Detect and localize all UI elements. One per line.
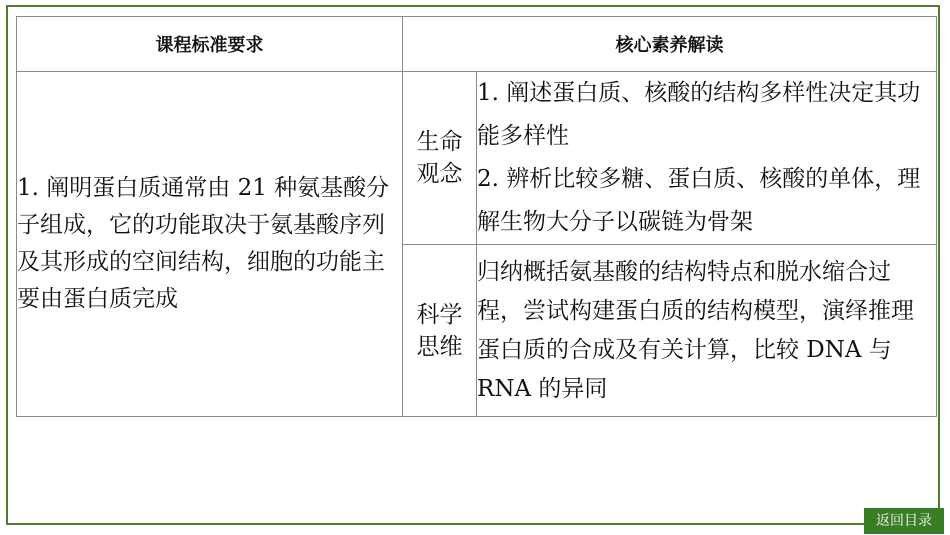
category-line: 思维 — [416, 333, 463, 360]
description-scientific-thinking: 归纳概括氨基酸的结构特点和脱水缩合过程，尝试构建蛋白质的结构模型，演绎推理蛋白质的合成及有关计算，比较 DNA 与 RNA 的异同 — [477, 245, 937, 417]
category-line: 观念 — [416, 161, 463, 187]
curriculum-table — [16, 16, 937, 417]
header-core-literacy: 核心素养解读 — [403, 17, 937, 72]
category-line: 生命 — [416, 129, 463, 155]
category-life-concept — [403, 72, 477, 245]
header-curriculum-standard: 课程标准要求 — [17, 17, 403, 72]
category-scientific-thinking — [403, 245, 477, 417]
category-line: 科学 — [416, 301, 463, 328]
description-life-concept — [477, 72, 937, 245]
back-to-contents-button[interactable]: 返回目录 — [864, 508, 944, 534]
description-text: 1. 阐述蛋白质、核酸的结构多样性决定其功能多样性 2. 辨析比较多糖、蛋白质、核酸的单体，理解生物大分子以碳链为骨架 — [477, 80, 921, 235]
requirement-text: 1. 阐明蛋白质通常由 21 种氨基酸分子组成，它的功能取决于氨基酸序列及其形成的空间结构，细胞的功能主要由蛋白质完成 — [17, 72, 403, 417]
